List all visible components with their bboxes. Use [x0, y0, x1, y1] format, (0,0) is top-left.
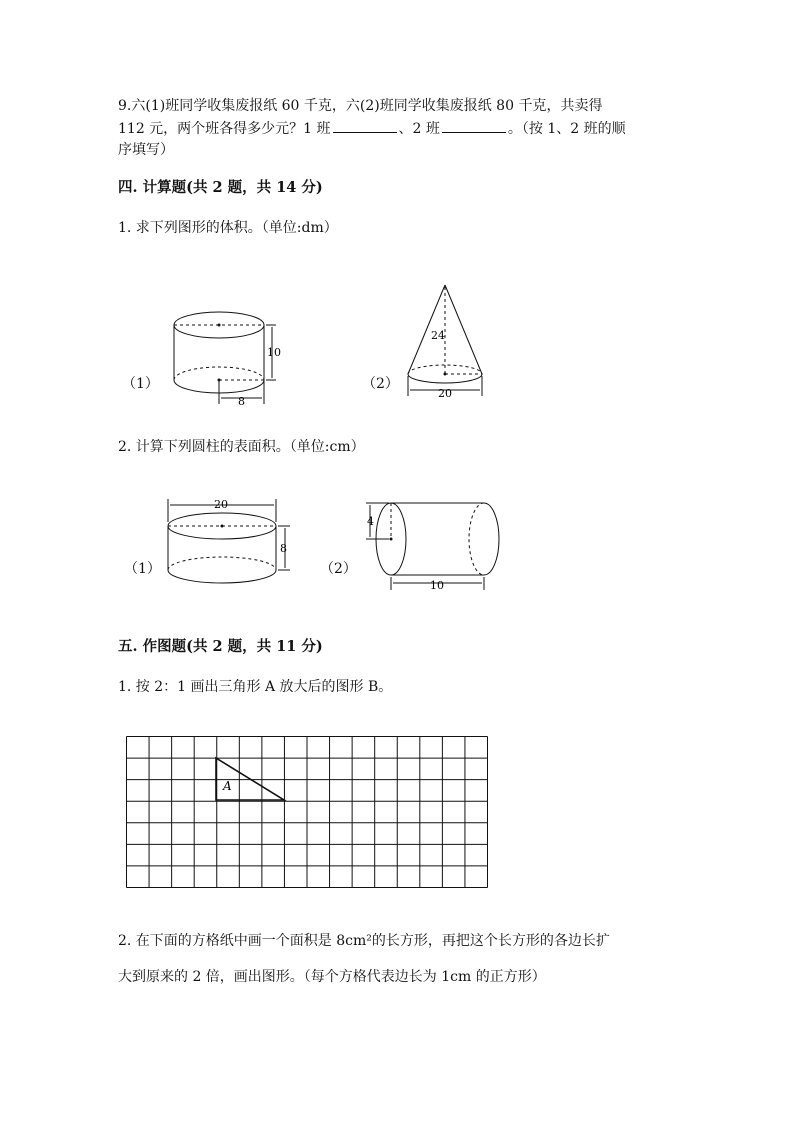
s4q1-fig2-label: （2） [362, 376, 399, 392]
q9-text-c: 。（按 1、2 班的顺 [507, 121, 626, 137]
s4q1-fig1-label: （1） [122, 376, 159, 392]
q9-line3: 序填写） [118, 142, 174, 158]
triangle-a-label: A [223, 779, 232, 793]
q9-line1: 9.六(1)班同学收集废报纸 60 千克，六(2)班同学收集废报纸 80 千克，共卖得 [118, 98, 603, 114]
s5-q2-line1: 2. 在下面的方格纸中画一个面积是 8cm²的长方形，再把这个长方形的各边长扩 [118, 933, 610, 949]
s4q2-fig2-radius: 4 [367, 515, 374, 528]
grid-paper[interactable] [126, 736, 488, 888]
s4q1-fig2-height: 24 [431, 329, 445, 342]
s4q1-fig1-radius: 8 [238, 395, 245, 408]
q9-text-b: 、2 班 [398, 121, 440, 137]
s4q2-fig1-label: （1） [124, 561, 161, 577]
s4q1-fig1-height: 10 [267, 346, 281, 359]
s4q2-fig2-label: （2） [320, 561, 357, 577]
s5-q2-line2: 大到原来的 2 倍，画出图形。（每个方格代表边长为 1cm 的正方形） [118, 969, 546, 985]
s4q2-fig1-height: 8 [280, 542, 287, 555]
s4q1-fig2-diameter: 20 [438, 387, 452, 400]
section5-title: 五. 作图题(共 2 题，共 11 分) [118, 638, 323, 655]
s4q2-fig1-diameter: 20 [214, 498, 228, 511]
section4-title: 四. 计算题(共 2 题，共 14 分) [118, 179, 323, 196]
s4-q1-text: 1. 求下列图形的体积。（单位:dm） [118, 220, 338, 236]
s5-q1-text: 1. 按 2：1 画出三角形 A 放大后的图形 B。 [118, 679, 393, 695]
s4q2-fig2-length: 10 [430, 579, 444, 592]
q9-text-a: 112 元，两个班各得多少元？1 班 [118, 121, 331, 137]
s4-q2-text: 2. 计算下列圆柱的表面积。（单位:cm） [118, 439, 365, 455]
